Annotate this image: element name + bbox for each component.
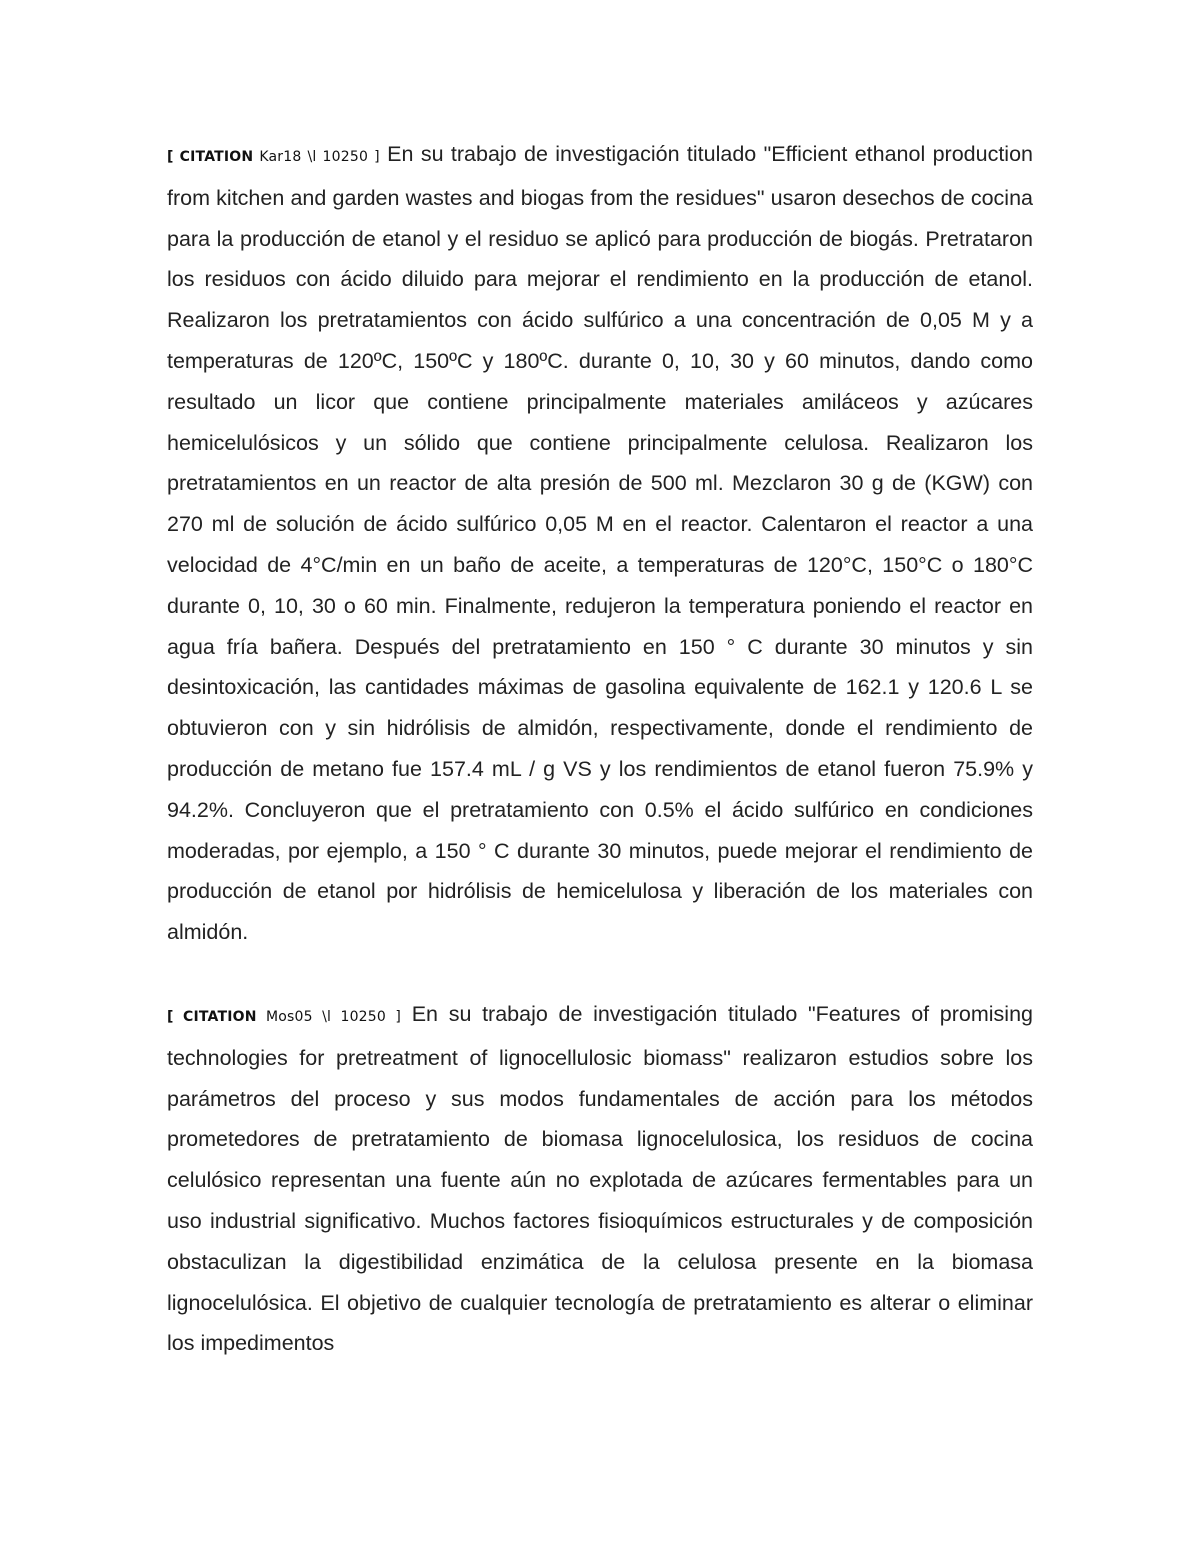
citation-keyword: CITATION: [179, 149, 254, 165]
citation-open-bracket: [: [167, 149, 174, 165]
citation-close-bracket: ]: [374, 149, 380, 165]
citation-close-bracket: ]: [395, 1008, 402, 1025]
paragraph-mosier: [167, 994, 1033, 1364]
paragraph-text: En su trabajo de investigación titulado "Features of promising technologies for pretreatment of lignocellulosic biomass" realizaron estudios sobre los parámetros del proceso y sus modos fundamentales de acción para los métodos prometedores de pretratamiento de biomasa lignocelulosica, los residuos de cocina celulósico representan una fuente aún no explotada de azúcares fermentables para un uso industrial significativo. Muchos factores fisioquímicos estructurales y de composición obstaculizan la digestibilidad enzimática de la celulosa presente en la biomasa lignocelulósica. El objetivo de cualquier tecnología de pretratamiento es alterar o eliminar los impedimentos: [167, 1001, 1033, 1356]
citation-keyword: CITATION: [182, 1008, 257, 1025]
citation-field[interactable]: [167, 149, 380, 165]
paragraph-text: En su trabajo de investigación titulado "Efficient ethanol production from kitchen and garden wastes and biogas from the residues" usaron desechos de cocina para la producción de etanol y el residuo se aplicó para producción de biogás. Pretrataron los residuos con ácido diluido para mejorar el rendimiento en la producción de etanol. Realizaron los pretratamientos con ácido sulfúrico a una concentración de 0,05 M y a temperaturas de 120ºC, 150ºC y 180ºC. durante 0, 10, 30 y 60 minutos, dando como resultado un licor que contiene principalmente materiales amiláceos y azúcares hemicelulósicos y un sólido que contiene principalmente celulosa. Realizaron los pretratamientos en un reactor de alta presión de 500 ml. Mezclaron 30 g de (KGW) con 270 ml de solución de ácido sulfúrico 0,05 M en el reactor. Calentaron el reactor a una velocidad de 4°C/min en un baño de aceite, a temperaturas de 120°C, 150°C o 180°C durante 0, 10, 30 o 60 min. Finalmente, redujeron la temperatura poniendo el reactor en agua fría bañera. Después del pretratamiento en 150 ° C durante 30 minutos y sin desintoxicación, las cantidades máximas de gasolina equivalente de 162.1 y 120.6 L se obtuvieron con y sin hidrólisis de almidón, respectivamente, donde el rendimiento de producción de metano fue 157.4 mL / g VS y los rendimientos de etanol fueron 75.9% y 94.2%. Concluyeron que el pretratamiento con 0.5% el ácido sulfúrico en condiciones moderadas, por ejemplo, a 150 ° C durante 30 minutos, puede mejorar el rendimiento de producción de etanol por hidrólisis de hemicelulosa y liberación de los materiales con almidón.: [167, 142, 1034, 945]
citation-key: Kar18 \l 10250: [259, 149, 369, 165]
citation-open-bracket: [: [167, 1008, 174, 1025]
paragraph-karimi: [167, 134, 1033, 953]
document-body: [167, 134, 1033, 1364]
citation-field[interactable]: [167, 1009, 401, 1025]
citation-key: Mos05 \l 10250: [266, 1008, 386, 1025]
